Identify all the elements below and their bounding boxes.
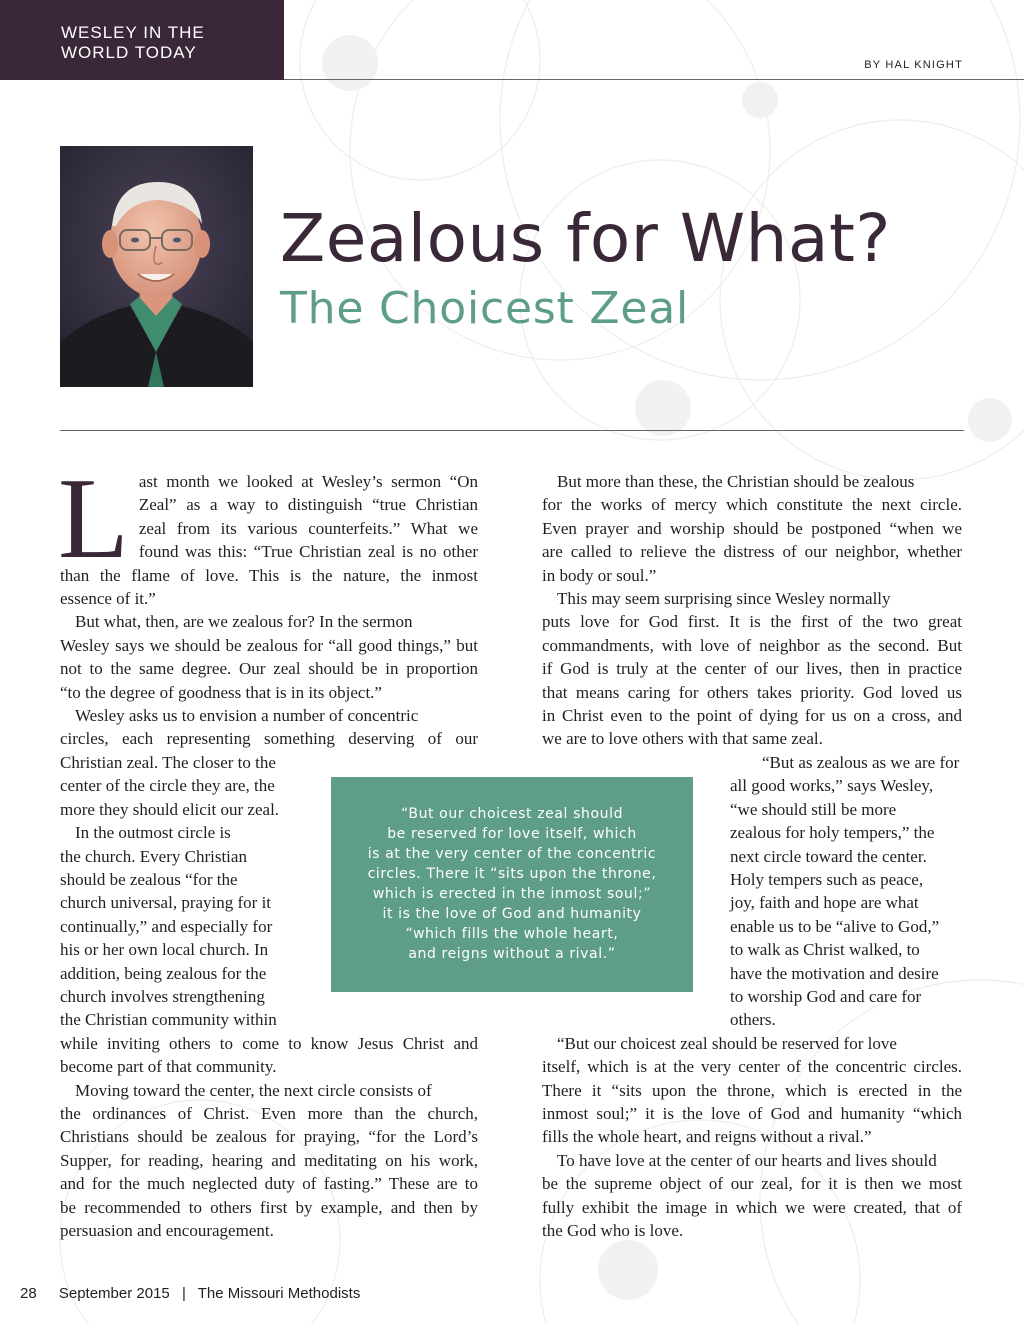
pull-quote-line: it is the love of God and humanity bbox=[382, 906, 642, 922]
pull-quote-line: “But our choicest zeal should bbox=[400, 806, 624, 822]
left-line: essence of it.” bbox=[60, 589, 156, 609]
left-line: more they should elicit our zeal. bbox=[60, 799, 280, 819]
right-line: to walk as Christ walked, to bbox=[730, 940, 920, 960]
left-line: Christians should be zealous for praying, “for the Lord’s bbox=[60, 1127, 478, 1147]
pull-quote bbox=[331, 777, 693, 992]
right-line: zealous for holy tempers,” the bbox=[730, 823, 935, 843]
author-photo bbox=[60, 146, 253, 387]
left-line: be recommended to others first by example, and then by bbox=[60, 1197, 478, 1217]
right-line: in body or soul.” bbox=[542, 565, 657, 585]
left-line: church involves strengthening bbox=[60, 986, 265, 1006]
right-line: itself, which is at the very center of the concentric circles. bbox=[542, 1057, 962, 1077]
left-line: than the flame of love. This is the nature, the inmost bbox=[60, 565, 478, 585]
right-line: commandments, with love of neighbor as the second. But bbox=[542, 635, 962, 655]
right-line: next circle toward the center. bbox=[730, 846, 927, 866]
right-line: are called to relieve the distress of our neighbor, whether bbox=[542, 542, 962, 562]
right-line: joy, faith and hope are what bbox=[730, 893, 919, 913]
left-line: his or her own local church. In bbox=[60, 940, 269, 960]
author-byline: BY HAL KNIGHT bbox=[864, 59, 963, 71]
left-line: continually,” and especially for bbox=[60, 916, 273, 936]
footer-separator: | bbox=[181, 1285, 186, 1302]
left-line: In the outmost circle is bbox=[75, 823, 231, 843]
right-line: fills the whole heart, and reigns without a rival.” bbox=[542, 1127, 872, 1147]
section-label bbox=[0, 0, 284, 80]
section-label-line1: WESLEY IN THE bbox=[61, 23, 205, 42]
left-line: the church. Every Christian bbox=[60, 846, 247, 866]
left-line: while inviting others to come to know Jesus Christ and bbox=[60, 1033, 478, 1053]
page-footer bbox=[20, 1285, 360, 1302]
left-line: addition, being zealous for the bbox=[60, 963, 267, 983]
right-line: inmost soul;” it is the love of God and humanity “which bbox=[542, 1103, 962, 1123]
left-line: zeal from its various counterfeits.” What we bbox=[138, 518, 478, 538]
left-line: Supper, for reading, hearing and meditating on his work, bbox=[60, 1150, 478, 1170]
left-line: circles, each representing something deserving of our bbox=[60, 729, 478, 749]
article-subtitle: The Choicest Zeal bbox=[280, 283, 689, 334]
left-line: Christian zeal. The closer to the bbox=[60, 752, 276, 772]
article-title: Zealous for What? bbox=[280, 200, 891, 277]
issue-date: September 2015 bbox=[58, 1285, 170, 1302]
left-line: the Christian community within bbox=[60, 1010, 277, 1030]
right-line: To have love at the center of our hearts and lives should bbox=[557, 1150, 937, 1170]
right-line: the God who is love. bbox=[542, 1221, 684, 1240]
page-number: 28 bbox=[20, 1285, 37, 1302]
right-line: all good works,” says Wesley, bbox=[730, 776, 934, 796]
right-line: Holy tempers such as peace, bbox=[730, 869, 924, 889]
author-photo-illustration bbox=[60, 146, 253, 387]
right-line: have the motivation and desire bbox=[730, 963, 939, 983]
right-line: others. bbox=[730, 1010, 776, 1030]
left-line: persuasion and encouragement. bbox=[60, 1221, 274, 1240]
right-line: “we should still be more bbox=[730, 799, 897, 819]
left-line: found was this: “True Christian zeal is no other bbox=[138, 542, 478, 562]
right-line: to worship God and care for bbox=[730, 986, 922, 1006]
left-line: not to the same degree. Our zeal should be in proportion bbox=[60, 659, 478, 679]
right-line: There it “sits upon the throne, which is erected in the bbox=[542, 1080, 962, 1100]
left-line: But what, then, are we zealous for? In the sermon bbox=[75, 612, 413, 632]
left-line: become part of that community. bbox=[60, 1057, 277, 1077]
left-line: church universal, praying for it bbox=[60, 893, 272, 913]
right-line: for the works of mercy which constitute the next circle. bbox=[542, 495, 962, 515]
left-line: “to the degree of goodness that is in its object.” bbox=[60, 682, 382, 702]
right-line: puts love for God first. It is the first of the two great bbox=[542, 612, 962, 632]
right-line: “But as zealous as we are for bbox=[762, 752, 960, 772]
publication-name: The Missouri Methodists bbox=[197, 1285, 361, 1302]
pull-quote-line: is at the very center of the concentric bbox=[367, 846, 657, 862]
right-line: we are to love others with that same zeal. bbox=[542, 729, 823, 749]
left-line: and for the much neglected duty of fasting.” These are to bbox=[60, 1174, 478, 1194]
right-line: be the supreme object of our zeal, for it is then we most bbox=[542, 1174, 962, 1194]
left-line: ast month we looked at Wesley’s sermon “On bbox=[138, 472, 478, 491]
left-line: Wesley says we should be zealous for “all good things,” but bbox=[60, 635, 478, 655]
right-line: in Christ even to the point of dying for us on a cross, and bbox=[542, 706, 962, 726]
pull-quote-line: which is erected in the inmost soul;” bbox=[372, 886, 652, 902]
left-line: the ordinances of Christ. Even more than the church, bbox=[60, 1103, 478, 1123]
title-divider bbox=[60, 430, 964, 431]
left-line: center of the circle they are, the bbox=[60, 776, 275, 796]
header-rule bbox=[284, 79, 1024, 80]
left-line: Wesley asks us to envision a number of concentric bbox=[75, 706, 419, 726]
section-label-line2: WORLD TODAY bbox=[61, 43, 197, 62]
right-line: But more than these, the Christian should be zealous bbox=[557, 472, 915, 491]
pull-quote-line: be reserved for love itself, which bbox=[387, 826, 637, 842]
right-line: “But our choicest zeal should be reserved for love bbox=[557, 1033, 897, 1053]
drop-cap: L bbox=[58, 455, 129, 583]
pull-quote-line: “which fills the whole heart, bbox=[405, 926, 619, 942]
pull-quote-line: and reigns without a rival.” bbox=[408, 946, 616, 962]
left-line: Moving toward the center, the next circle consists of bbox=[75, 1080, 432, 1100]
right-line: Even prayer and worship should be postponed “when we bbox=[542, 518, 962, 538]
right-line: if God is truly at the center of our lives, then in practice bbox=[542, 659, 962, 679]
left-line: should be zealous “for the bbox=[60, 869, 238, 889]
left-line: Zeal” as a way to distinguish “true Christian bbox=[138, 495, 478, 515]
pull-quote-line: circles. There it “sits upon the throne, bbox=[367, 866, 657, 882]
right-line: fully exhibit the image in which we were created, that of bbox=[542, 1197, 962, 1217]
right-line: that means caring for others takes priority. God loved us bbox=[542, 682, 962, 702]
right-line: This may seem surprising since Wesley normally bbox=[557, 589, 891, 609]
right-line: enable us to be “alive to God,” bbox=[730, 916, 940, 936]
